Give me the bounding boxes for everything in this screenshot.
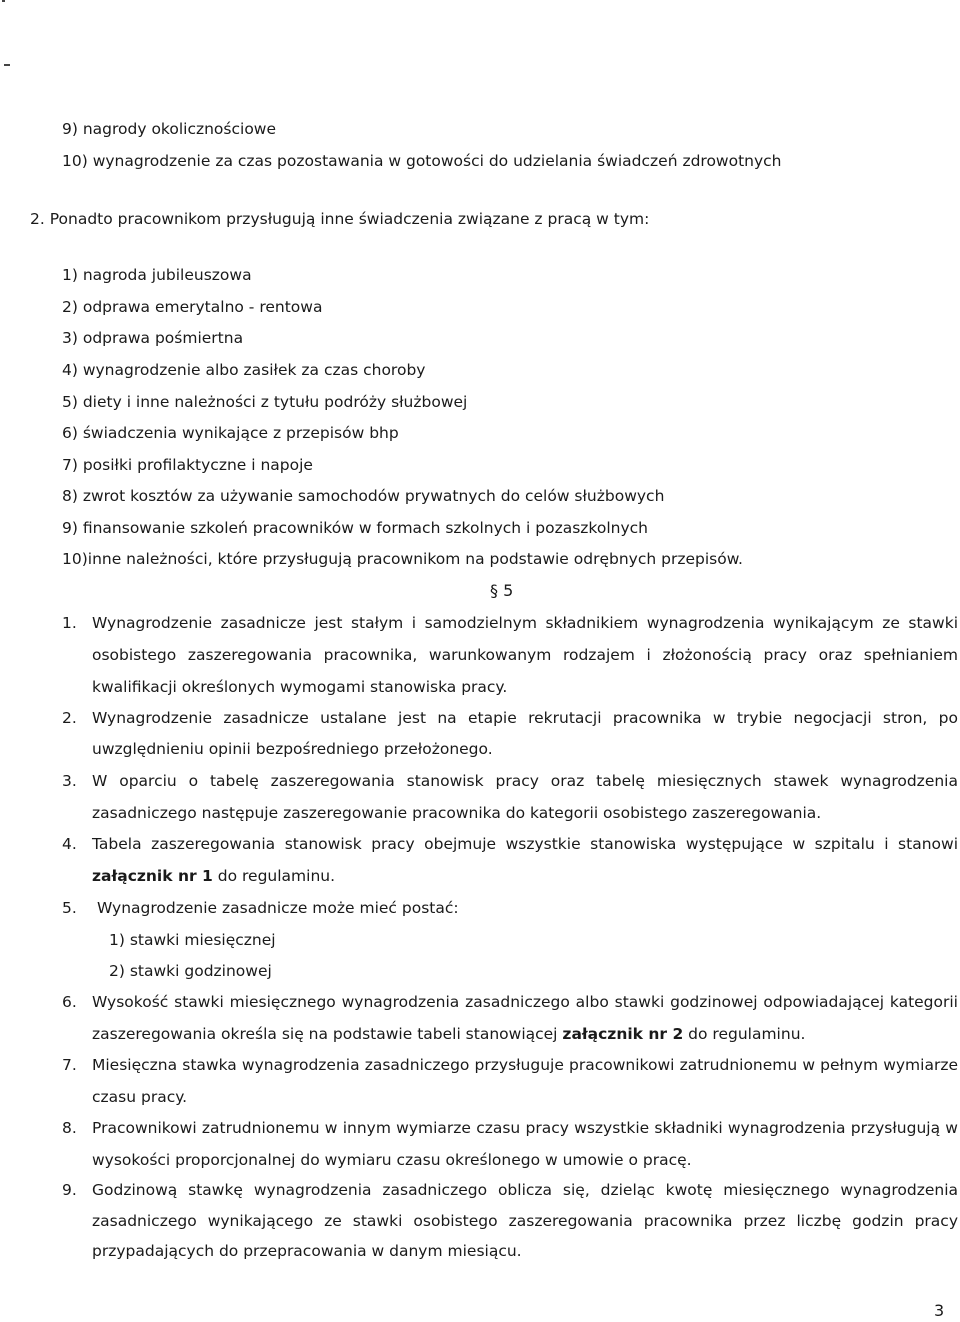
- list-item: 5) diety i inne należności z tytułu podróży służbowej: [62, 393, 468, 411]
- list-item: 6) świadczenia wynikające z przepisów bhp: [62, 424, 399, 442]
- attachment-reference: załącznik nr 2: [562, 1025, 684, 1043]
- attachment-reference: załącznik nr 1: [92, 867, 213, 885]
- paragraph-line: kwalifikacji określonych wymogami stanowiska pracy.: [92, 678, 508, 696]
- scan-mark: [2, 0, 5, 2]
- list-item: 7) posiłki profilaktyczne i napoje: [62, 456, 313, 474]
- paragraph-line: osobistego zaszeregowania pracownika, warunkowanym rodzajem i złożonością pracy oraz spełnianiem: [92, 646, 958, 664]
- paragraph-line: Wynagrodzenie zasadnicze ustalane jest na etapie rekrutacji pracownika w trybie negocjacji stron, po: [92, 709, 958, 727]
- paragraph-line: Miesięczna stawka wynagrodzenia zasadniczego przysługuje pracownikowi zatrudnionemu w pełnym wymiarze: [92, 1056, 958, 1074]
- section-intro: 2. Ponadto pracownikom przysługują inne świadczenia związane z pracą w tym:: [30, 210, 650, 228]
- scan-mark: [4, 64, 10, 66]
- list-item: 10) wynagrodzenie za czas pozostawania w gotowości do udzielania świadczeń zdrowotnych: [62, 152, 782, 170]
- paragraph-line: zasadniczego następuje zaszeregowanie pracownika do kategorii osobistego zaszeregowania.: [92, 804, 822, 822]
- paragraph-line: zasadniczego wynikającego ze stawki osobistego zaszeregowania pracownika przez liczbę godzin pracy: [92, 1212, 958, 1230]
- paragraph-text: do regulaminu.: [683, 1025, 806, 1043]
- list-item: 3) odprawa pośmiertna: [62, 329, 244, 347]
- paragraph-number: 5.: [62, 899, 77, 917]
- paragraph-line: W oparciu o tabelę zaszeregowania stanowisk pracy oraz tabelę miesięcznych stawek wynagrodzenia: [92, 772, 958, 790]
- paragraph-number: 4.: [62, 835, 77, 853]
- list-item: 9) finansowanie szkoleń pracowników w formach szkolnych i pozaszkolnych: [62, 519, 648, 537]
- paragraph-text: zaszeregowania określa się na podstawie tabeli stanowiącej: [92, 1025, 563, 1043]
- paragraph-line: wysokości proporcjonalnej do wymiaru czasu określonego w umowie o pracę.: [92, 1151, 692, 1169]
- paragraph-line: Godzinową stawkę wynagrodzenia zasadniczego oblicza się, dzieląc kwotę miesięcznego wynagrodzenia: [92, 1181, 958, 1199]
- paragraph-line: Tabela zaszeregowania stanowisk pracy obejmuje wszystkie stanowiska występujące w szpitalu i stanowi: [92, 835, 958, 853]
- paragraph-text: do regulaminu.: [212, 867, 336, 885]
- paragraph-number: 6.: [62, 993, 77, 1011]
- paragraph-number: 1.: [62, 614, 77, 632]
- paragraph-number: 7.: [62, 1056, 77, 1074]
- paragraph-line: czasu pracy.: [92, 1088, 188, 1106]
- list-item: 1) nagroda jubileuszowa: [62, 266, 252, 284]
- list-item: 10)inne należności, które przysługują pracownikom na podstawie odrębnych przepisów.: [62, 550, 743, 568]
- paragraph-line: [92, 865, 335, 887]
- paragraph-line: Wynagrodzenie zasadnicze jest stałym i samodzielnym składnikiem wynagrodzenia wynikającym ze stawki: [92, 614, 958, 632]
- paragraph-number: 9.: [62, 1181, 77, 1199]
- sub-item: 1) stawki miesięcznej: [109, 931, 276, 949]
- sub-item: 2) stawki godzinowej: [109, 962, 272, 980]
- paragraph-line: Wynagrodzenie zasadnicze może mieć postać:: [97, 899, 459, 917]
- paragraph-line: przypadających do przepracowania w danym miesiącu.: [92, 1242, 522, 1260]
- page-number: 3: [934, 1301, 945, 1320]
- list-item: 2) odprawa emerytalno - rentowa: [62, 298, 323, 316]
- paragraph-line: Wysokość stawki miesięcznego wynagrodzenia zasadniczego albo stawki godzinowej odpowiadającej kategorii: [92, 993, 958, 1011]
- paragraph-number: 2.: [62, 709, 77, 727]
- list-item: 9) nagrody okolicznościowe: [62, 120, 277, 138]
- paragraph-number: 8.: [62, 1119, 77, 1137]
- list-item: 4) wynagrodzenie albo zasiłek za czas choroby: [62, 361, 426, 379]
- list-item: 8) zwrot kosztów za używanie samochodów prywatnych do celów służbowych: [62, 487, 665, 505]
- paragraph-line: Pracownikowi zatrudnionemu w innym wymiarze czasu pracy wszystkie składniki wynagrodzenia przysługują w: [92, 1119, 958, 1137]
- paragraph-line: [92, 1023, 805, 1045]
- section-heading: § 5: [490, 581, 514, 600]
- paragraph-number: 3.: [62, 772, 77, 790]
- paragraph-line: uwzględnieniu opinii bezpośredniego przełożonego.: [92, 740, 493, 758]
